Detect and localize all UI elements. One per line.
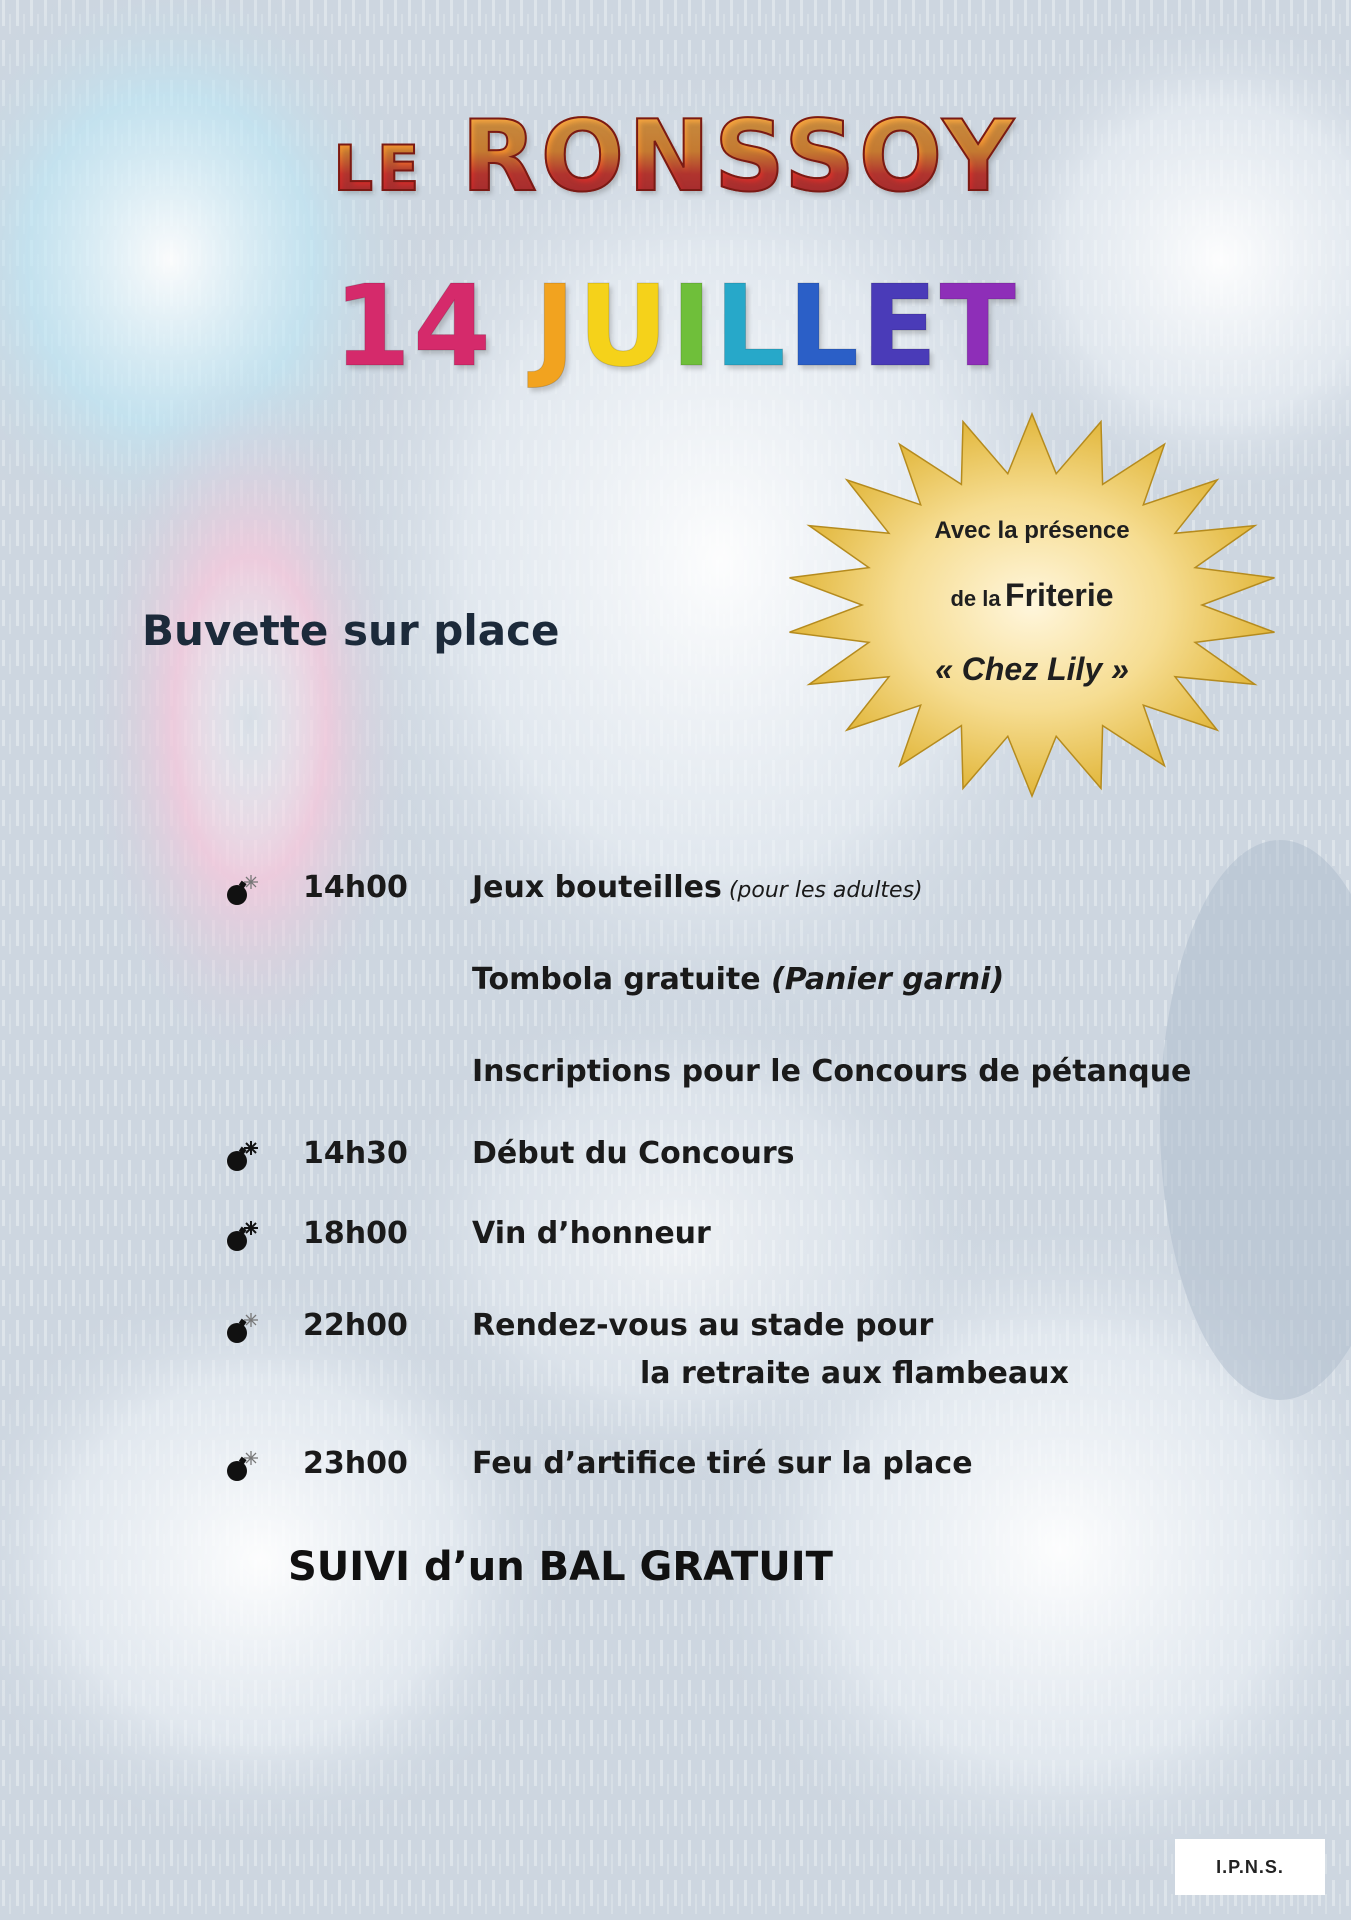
promo-line-3: « Chez Lily » — [935, 651, 1129, 687]
schedule-time: 14h30 — [303, 1136, 408, 1171]
bomb-icon — [224, 1446, 262, 1486]
promo-line-1: Avec la présence — [934, 517, 1130, 544]
town-title-prefix: LE — [333, 132, 424, 205]
schedule-time: 14h00 — [303, 870, 408, 905]
date-month-letter: T — [939, 262, 1018, 392]
schedule-label: Inscriptions pour le Concours de pétanque — [472, 1054, 1192, 1089]
bomb-icon — [224, 1308, 262, 1348]
schedule-label: Jeux bouteilles (pour les adultes) — [472, 870, 923, 905]
bomb-icon — [224, 1216, 262, 1256]
bomb-icon — [224, 870, 262, 910]
schedule-note: (pour les adultes) — [721, 878, 923, 903]
schedule-time: 18h00 — [303, 1216, 408, 1251]
schedule-label: Vin d’honneur — [472, 1216, 711, 1251]
promo-line-2-prefix: de la — [950, 586, 1001, 611]
promo-friterie: Friterie — [1005, 577, 1114, 613]
date-month-letter: L — [787, 262, 861, 392]
date-number: 14 — [333, 262, 493, 392]
date-month-letter: I — [670, 262, 715, 392]
date-month-letter: J — [533, 262, 578, 392]
buvette-heading: Buvette sur place — [142, 606, 560, 655]
date-month-letter: E — [860, 262, 940, 392]
schedule-note: (Panier garni) — [760, 962, 1005, 997]
promo-line-2 — [772, 577, 1292, 614]
date-month-letter: L — [714, 262, 788, 392]
schedule-label: Début du Concours — [472, 1136, 795, 1171]
town-title — [0, 100, 1351, 214]
bomb-icon — [224, 1136, 262, 1176]
footer-announcement: SUIVI d’un BAL GRATUIT — [288, 1544, 833, 1590]
date-title — [0, 262, 1351, 392]
promo-starburst — [772, 405, 1292, 805]
schedule-time: 23h00 — [303, 1446, 408, 1481]
town-title-main: RONSSOY — [461, 100, 1018, 214]
date-month-letter: U — [577, 262, 671, 392]
date-month — [534, 262, 1018, 392]
schedule-time: 22h00 — [303, 1308, 408, 1343]
schedule-label: Tombola gratuite (Panier garni) — [472, 962, 1005, 997]
schedule-label: Rendez-vous au stade pour — [472, 1308, 934, 1343]
schedule-label-continued: la retraite aux flambeaux — [640, 1356, 1069, 1391]
ipns-stamp: I.P.N.S. — [1175, 1839, 1325, 1895]
schedule-label: Feu d’artifice tiré sur la place — [472, 1446, 973, 1481]
